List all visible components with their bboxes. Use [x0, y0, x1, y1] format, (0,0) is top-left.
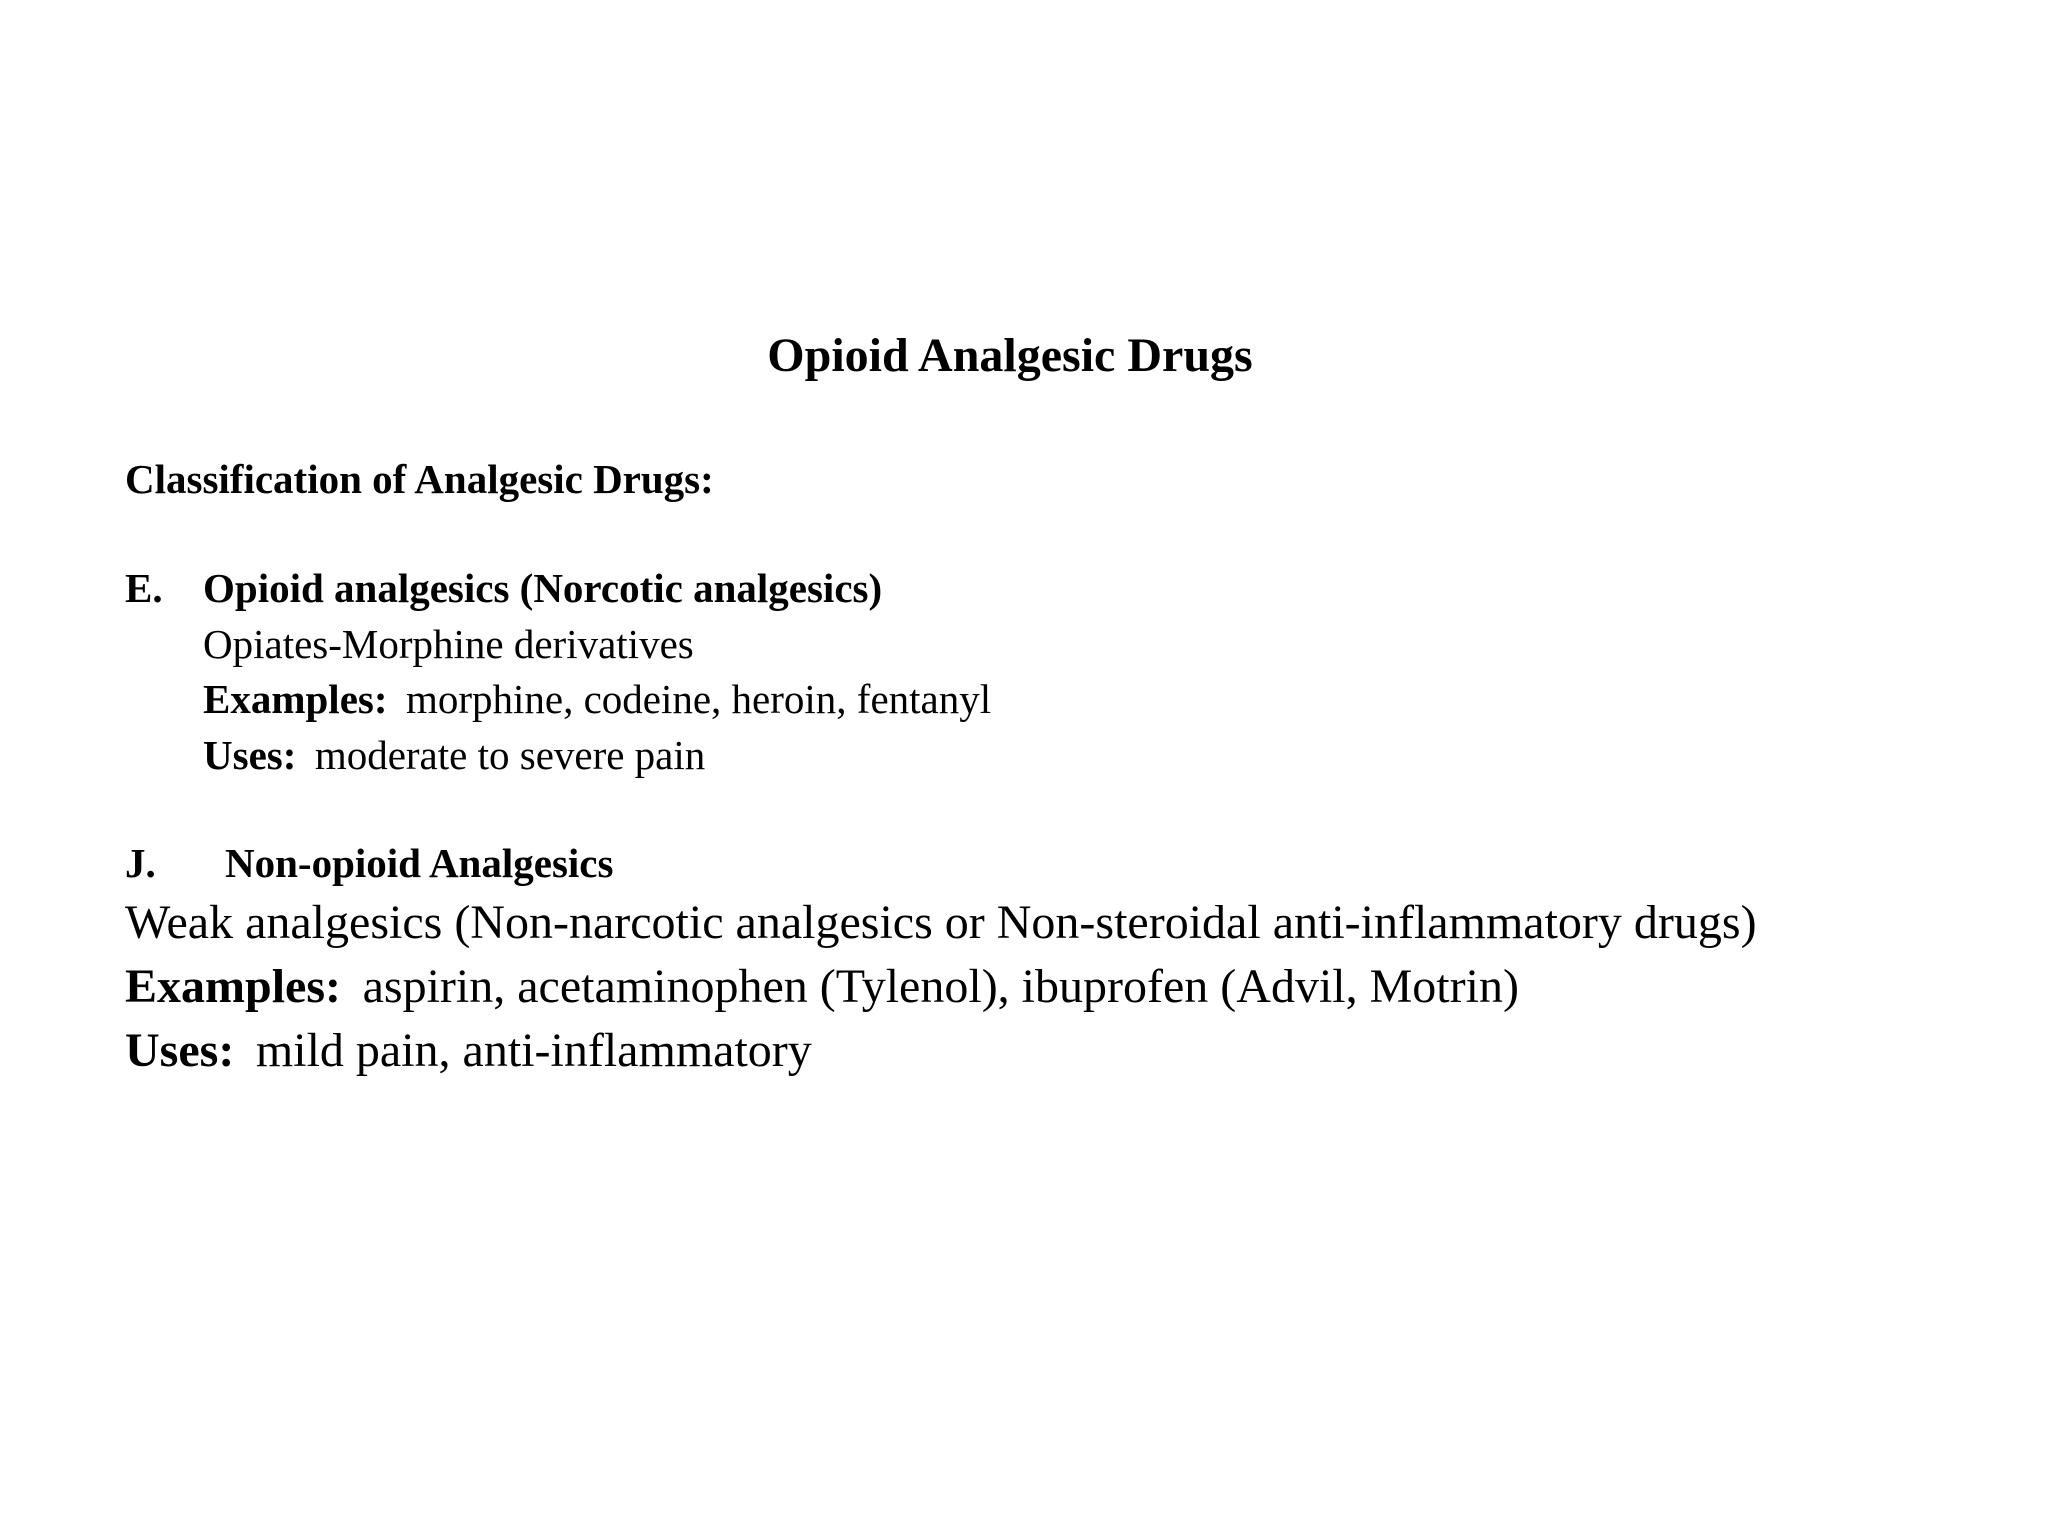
section-j-examples-label: Examples:: [125, 960, 341, 1013]
section-j-uses-text: mild pain, anti-inflammatory: [255, 1024, 812, 1077]
section-e-uses-text: moderate to severe pain: [314, 732, 706, 778]
section-j-heading-row: [125, 838, 613, 888]
section-e-marker: E.: [125, 565, 163, 611]
section-e-heading: Opioid analgesics (Norcotic analgesics): [203, 565, 883, 611]
section-e-description: Opiates-Morphine derivatives: [203, 621, 694, 667]
section-j-description: Weak analgesics (Non-narcotic analgesics or Non-steroidal anti-inflammatory drugs): [125, 896, 1757, 949]
section-e-uses: [203, 730, 705, 780]
section-j-uses: [125, 1022, 812, 1080]
classification-heading: Classification of Analgesic Drugs:: [125, 456, 714, 502]
section-e-uses-label: Uses:: [203, 732, 297, 778]
section-e-examples-label: Examples:: [203, 676, 388, 722]
slide-title: Opioid Analgesic Drugs: [767, 329, 1253, 382]
section-j-marker: J.: [125, 840, 156, 886]
section-e-heading-row: [125, 563, 882, 613]
section-j-uses-label: Uses:: [125, 1024, 235, 1077]
section-j-examples: [125, 958, 1519, 1016]
section-j-examples-text: aspirin, acetaminophen (Tylenol), ibuprofen (Advil, Motrin): [362, 960, 1519, 1013]
section-e-examples: [203, 674, 991, 724]
section-j-heading: Non-opioid Analgesics: [225, 840, 614, 886]
section-e-examples-text: morphine, codeine, heroin, fentanyl: [405, 676, 992, 722]
